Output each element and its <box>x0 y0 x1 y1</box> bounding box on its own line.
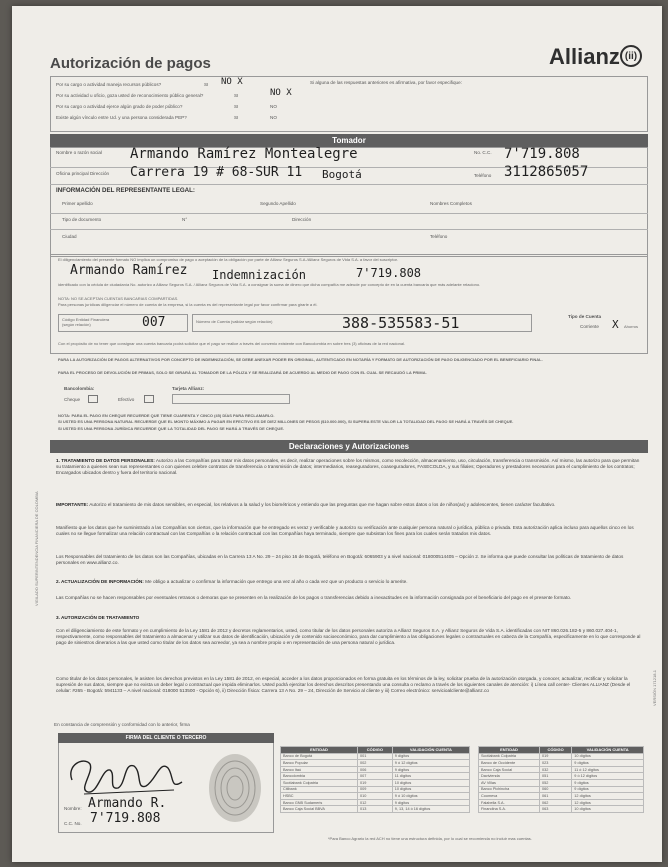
question-4-si[interactable]: SI <box>234 115 239 120</box>
allianz-card-field[interactable] <box>172 394 290 404</box>
code-cell: 063 <box>539 806 571 813</box>
signer-cc-label: C.C. No. <box>64 821 82 826</box>
code-cell: 051 <box>539 773 571 780</box>
city-value[interactable]: Bogotá <box>322 168 362 181</box>
declarations-bar: Declaraciones y Autorizaciones <box>50 440 648 453</box>
question-1-answer[interactable]: NO X <box>221 77 243 87</box>
authorization-text: identificado con la cédula de ciudadanía No. autorizo a Allianz Seguros S.A. / Allianz Seguros de Vida S.A. a consignar la suma de dinero que dicha compañía me adeude por concepto de en la cuenta bancaria que más adelante relaciono. <box>58 282 481 287</box>
question-1-si[interactable]: SI <box>204 82 209 87</box>
validation-cell: 9 dígitos <box>392 799 469 806</box>
declaration-7-heading <box>56 615 642 621</box>
entity-cell: AV Villas <box>479 779 540 786</box>
declaration-3: Manifiesto que los datos que he suministrado a las Compañías son ciertos, que la información que he entregado es veraz y verificable y autorizo su verificación ante cualquier persona natural o jurídica, pública o privada. Esta autorización aplica incluso para aquellos cinco en los cuales no se llegue formalizar una relación contractual con las Compañías o la relación contractual con las Compañías haya terminado, siempre que subsistan los fines para los cuales serán tratados mis datos. <box>56 525 634 537</box>
rep-heading: INFORMACIÓN DEL REPRESENTANTE LEGAL: <box>56 187 195 194</box>
address-value[interactable]: Carrera 19 # 68-SUR 11 <box>130 165 303 180</box>
second-surname-label: Segundo Apellido <box>260 201 296 206</box>
table-header-row <box>479 747 644 754</box>
entity-cell: Scotiabank Colpatria <box>479 753 540 760</box>
entity-cell: Coomeva <box>479 793 540 800</box>
brand-name: Allianz <box>549 44 620 69</box>
shared-accounts-warning: NOTA: NO SE ACEPTAN CUENTAS BANCARIAS COMPARTIDAS. <box>58 296 179 301</box>
code-header: CÓDIGO <box>357 747 392 754</box>
legal-account-warning: Para personas jurídicas diligenciar el número de cuenta de la empresa, si la cuenta es del representante legal por favor confirmar para girarle a él. <box>58 302 318 307</box>
id-value[interactable]: 7'719.808 <box>504 146 580 162</box>
signer-cc-value[interactable]: 7'719.808 <box>90 811 161 826</box>
form-title: Autorización de pagos <box>50 55 211 72</box>
signer-value[interactable]: Armando Ramírez <box>70 263 188 278</box>
auth-id-value[interactable]: 7'719.808 <box>356 266 422 280</box>
code-cell: 006 <box>357 766 392 773</box>
phone-value[interactable]: 3112865057 <box>504 164 589 180</box>
validation-cell: 12 dígitos <box>572 799 644 806</box>
table-row <box>281 793 470 800</box>
declaration-5 <box>56 579 642 585</box>
entity-cell: Scotiabank Colpatria <box>281 779 358 786</box>
footnote: *Para Banco Agrario la red ACH no tiene una estructura definida, por lo cual se recomienda no incluir mas cuentas. <box>328 836 532 841</box>
question-3-si[interactable]: SI <box>234 104 239 109</box>
code-cell: 013 <box>357 806 392 813</box>
code-cell: 061 <box>539 793 571 800</box>
code-cell: 010 <box>357 793 392 800</box>
name-label: Nombre o razón social <box>56 150 102 155</box>
version-side-note: VERSIÓN 171218-1 <box>652 669 657 706</box>
code-cell: 019 <box>357 779 392 786</box>
cheque-checkbox[interactable] <box>88 395 98 403</box>
table-row <box>281 799 470 806</box>
validation-cell: 9 dígitos <box>392 753 469 760</box>
question-1: Por su cargo o actividad maneja recursos públicos? <box>56 82 162 87</box>
declaration-7: Con el diligenciamiento de este formato y en cumplimiento de la Ley 1581 de 2012 y decretos reglamentarios, usted, como titular de los datos personales autoriza a Allianz Seguros S.A. y Allianz Seguros de Vida S.A. identificadas con NIT 860.026.182-5 y 860.027.404-1, respectivamente, como responsables del tratamiento a almacenar y utilizar sus datos de identificación, ubicación y de contenido socioeconómico, para dar cumplimiento a las obligaciones legales o contractuales en cabeza de la Compañía, especificamente en lo que corresponde al pago de siniestros dinerarios a las que usted como titular de los datos sea acreedor, ya sea a nombre propio o en representación de una persona natural o jurídica. <box>56 628 641 646</box>
declaration-6: Las Compañías no se hacen responsables por eventuales retrasos o demoras que se presenten en la realización de los pagos o transferencias debido a inexactitudes en la información consignada por el beneficiario del pago en el presente formato. <box>56 595 572 600</box>
entity-cell: Falabella S.A. <box>479 799 540 806</box>
bank-table-left <box>280 746 470 813</box>
validation-cell: 10 dígitos <box>392 779 469 786</box>
validation-cell: 10 dígitos <box>572 753 644 760</box>
table-row <box>281 786 470 793</box>
code-cell: 002 <box>357 760 392 767</box>
table-row <box>479 786 644 793</box>
phone-label: Teléfono <box>474 173 492 178</box>
validation-cell: 10 dígitos <box>392 786 469 793</box>
code-cell: 007 <box>357 773 392 780</box>
table-row <box>281 806 470 813</box>
bancolombia-label: Bancolombia: <box>64 386 95 391</box>
entity-cell: Banco de Bogotá <box>281 753 358 760</box>
entity-cell: Banco Itaú <box>281 766 358 773</box>
table-header-row <box>281 747 470 754</box>
question-3: Por su cargo o actividad ejerce algún grado de poder público? <box>56 104 183 109</box>
code-header: CÓDIGO <box>539 747 571 754</box>
divider <box>50 213 648 214</box>
bank-code-label: Código Entidad Financiera (según relación) <box>62 317 110 327</box>
validation-cell: 10 dígitos <box>572 806 644 813</box>
table-row <box>281 773 470 780</box>
doc-type-label: Tipo de documento <box>62 217 102 222</box>
declaration-2-heading: IMPORTANTE: <box>56 502 89 507</box>
doc-no-label: N° <box>182 217 188 222</box>
consent-text: En constancia de comprensión y conformidad con lo anterior, firma <box>54 722 190 727</box>
city-label: Ciudad <box>62 234 77 239</box>
table-row <box>479 799 644 806</box>
question-2: Por su actividad u oficio, goza usted de reconocimiento público general? <box>56 93 204 98</box>
divider <box>50 229 648 230</box>
table-row <box>281 760 470 767</box>
declaration-2 <box>56 502 642 508</box>
validation-header: VALIDACIÓN CUENTA <box>392 747 469 754</box>
bank-code-value[interactable]: 007 <box>142 315 166 330</box>
signature-header: FIRMA DEL CLIENTE O TERCERO <box>58 733 274 743</box>
alternative-payments-note: PARA LA AUTORIZACIÓN DE PAGOS ALTERNATIVOS POR CONCEPTO DE INDEMNIZACIÓN, SE DEBE ANEXAR PODER EN ORIGINAL, AUTENTICADO EN NOTARÍA Y FORMATO DE AUTORIZACIÓN DE PAGO DILIGENCIADO POR EL BENEFICIARIO FINAL. <box>58 357 543 362</box>
cash-label: Efectivo <box>118 397 135 402</box>
table-row <box>281 779 470 786</box>
savings-mark[interactable]: X <box>612 318 619 331</box>
declaration-1 <box>56 458 642 476</box>
fingerprint <box>206 751 264 825</box>
code-cell: 009 <box>357 786 392 793</box>
handwritten-signature <box>64 750 194 800</box>
validation-cell: 9, 13, 14 ó 16 dígitos <box>392 806 469 813</box>
code-cell: 023 <box>539 760 571 767</box>
signer-name-value[interactable]: Armando R. <box>88 796 167 811</box>
question-2-answer[interactable]: NO X <box>270 88 292 98</box>
table-row <box>479 773 644 780</box>
validation-cell: 9 ó 10 dígitos <box>392 793 469 800</box>
vigilado-side-note: VIGILADO SUPERINTENDENCIA FINANCIERA DE COLOMBIA <box>34 491 39 606</box>
declaration-1-heading: 1. TRATAMIENTO DE DATOS PERSONALES: <box>56 458 155 463</box>
cheque-note-3: SI USTED ES UNA PERSONA JURÍDICA RECUERDE QUE LA TOTALIDAD DEL PAGO SE HARÁ A TRAVÉS DE CHEQUE. <box>58 426 285 431</box>
code-cell: 062 <box>539 799 571 806</box>
cheque-label: Cheque <box>64 397 81 402</box>
table-row <box>479 766 644 773</box>
entity-cell: Bancolombia <box>281 773 358 780</box>
entity-cell: Banco Pichincha <box>479 786 540 793</box>
validation-cell: 12 dígitos <box>572 793 644 800</box>
address-label: Oficina principal Dirección <box>56 171 110 176</box>
code-cell: 001 <box>357 753 392 760</box>
question-4-answer[interactable]: NO <box>270 115 277 120</box>
brand-logo-icon: (ii) <box>620 45 642 67</box>
question-2-si[interactable]: SI <box>234 93 239 98</box>
validation-cell: 11 ó 12 dígitos <box>572 766 644 773</box>
declaration-4: Los Responsables del tratamiento de los datos son las Compañías, ubicadas en la Carrera 13 A No. 29 – 24 piso 16 de Bogotá, teléfono en Bogotá: 6065903 y a nivel nacional: 018000514405 – Opción 2. Se informa que puede consultar las políticas de tratamiento de datos personales en www.allianz.co. <box>56 554 624 566</box>
declaration-5-text: Me obligo a actualizar o confirmar la información que entrego una vez al año o cada vez que un producto o servicio lo amerite. <box>145 579 408 584</box>
code-cell: 032 <box>539 766 571 773</box>
entity-header: ENTIDAD <box>281 747 358 754</box>
rep-address-label: Dirección <box>292 217 312 222</box>
rep-phone-label: Teléfono <box>430 234 448 239</box>
entity-cell: HSBC <box>281 793 358 800</box>
cheque-note-1: NOTA: PARA EL PAGO EN CHEQUE RECUERDE QUE TIENE CUARENTA Y CINCO (45) DÍAS PARA RECLAMARLO. <box>58 413 275 418</box>
full-names-label: Nombres Completos <box>430 201 472 206</box>
code-cell: 052 <box>539 779 571 786</box>
validation-cell: 9 dígitos <box>392 766 469 773</box>
bank-table-right <box>478 746 644 813</box>
consign-note: Con el propósito de no tener que consignar una cuenta bancaria podrá solicitar que el pago se realice a través del convenio existente con Bancolombia en sobre tres (3) oficinas de la red nacional. <box>58 341 406 346</box>
account-number-value[interactable]: 388-535583-51 <box>342 314 460 332</box>
current-account-option[interactable]: Corriente <box>580 324 599 329</box>
declaration-8: Como titular de los datos personales, le asisten los derechos previstos en la Ley 1581 de 2012, en especial, acceder a los datos proporcionados en forma gratuita en los términos de la ley, solicitar prueba de la autorización otorgada, y conocer, actualizar, rectificar y solicitar la supresión de sus datos, siempre que no exista un deber legal o contractual que impida eliminarlos. Usted podrá ejercitar los derechos descritos presentando una consulta o reclamo a través de los siguientes canales de atención: i) Línea call center- Clientes ALLIANZ (Desde el celular: #265 - Bogotá: 5941133 – A nivel nacional: 018000 513500 - Opción 6), ii) Dirección física: Carrera 13 A No. 29 – 24, Dirección de Servicio al cliente y iii) Correo electrónico: servicioalcliente@allianz.co <box>56 676 631 694</box>
concept-value[interactable]: Indemnización <box>212 268 306 282</box>
premium-refund-note: PARA EL PROCESO DE DEVOLUCIÓN DE PRIMAS, SOLO SE GIRARÁ AL TOMADOR DE LA PÓLIZA Y SE REALIZARÁ DE ACUERDO AL MEDIO DE PAGO CON EL CUAL SE RECAUDÓ LA PRIMA. <box>58 370 427 375</box>
table-row <box>479 760 644 767</box>
entity-cell: Banco Caja Social BBVA <box>281 806 358 813</box>
entity-header: ENTIDAD <box>479 747 540 754</box>
code-cell: 060 <box>539 786 571 793</box>
question-3-answer[interactable]: NO <box>270 104 277 109</box>
declaration-5-heading: 2. ACTUALIZACIÓN DE INFORMACIÓN: <box>56 579 144 584</box>
code-cell: 012 <box>357 799 392 806</box>
tomador-bar: Tomador <box>50 134 648 147</box>
validation-header: VALIDACIÓN CUENTA <box>572 747 644 754</box>
divider <box>50 184 648 185</box>
table-row <box>479 779 644 786</box>
signer-name-label: Nombre: <box>64 806 82 811</box>
name-value[interactable]: Armando Ramírez Montealegre <box>130 146 358 162</box>
declaration-7-title: 3. AUTORIZACIÓN DE TRATAMIENTO <box>56 615 140 620</box>
question-note: Si alguna de las respuestas anteriores es afirmativa, por favor especifique: <box>310 80 462 85</box>
declaration-2-text: Autorizo el tratamiento de mis datos sensibles, en especial, los relativos a la salud y los biométricos y entiendo que las preguntas que me hagan sobre estos datos o los de niños(as) y adolescentes, tienen carácter facultativo. <box>89 502 556 507</box>
validation-cell: 9 dígitos <box>572 779 644 786</box>
validation-cell: 9 dígitos <box>572 760 644 767</box>
entity-cell: Banco Caja Social <box>479 766 540 773</box>
first-surname-label: Primer apellido <box>62 201 93 206</box>
table-row <box>479 793 644 800</box>
entity-cell: Banco de Occidente <box>479 760 540 767</box>
account-number-label: Número de Cuenta (validar según relación) <box>196 319 273 324</box>
code-cell: 019 <box>539 753 571 760</box>
table-row <box>479 753 644 760</box>
cash-checkbox[interactable] <box>144 395 154 403</box>
table-row <box>281 766 470 773</box>
entity-cell: Finandina S.A. <box>479 806 540 813</box>
entity-cell: Banco GNB Sudameris <box>281 799 358 806</box>
document-page <box>12 6 662 862</box>
question-4: Existe algún vínculo entre Ud. y una persona considerada PEP? <box>56 115 187 120</box>
authorization-intro: El diligenciamiento del presente formato NO implica un compromiso de pago o aceptación de la obligación por parte de Allianz Seguros S.A./Allianz Seguros de Vida S.A. a favor del suscriptor. <box>58 257 398 262</box>
id-label: No. C.C. <box>474 150 492 155</box>
entity-cell: Banco Popular <box>281 760 358 767</box>
table-row <box>479 806 644 813</box>
account-type-label: Tipo de Cuenta <box>568 314 602 319</box>
validation-cell: 9 ó 12 dígitos <box>392 760 469 767</box>
savings-account-option[interactable]: Ahorros <box>624 324 639 329</box>
table-row <box>281 753 470 760</box>
declaration-1-text: Autorizo a las Compañías para tratar mis datos personales, es decir, realizar operaciones sobre los mismos, como recolección, almacenamiento, uso, circulación, transferencia o transmisión. Así mismo, las autorizo para que permitan su tratamiento a quienes sean sus representantes o con quienes celebre contratos de transferencia o transmisión de datos; intermediarios, reaseguradores, coaseguradores, FASECOLDA, y sus filiales; Operadores y prestadores necesarios para el cumplimiento de los contratos; Encargados ubicados dentro y fuera del territorio nacional. <box>56 458 640 476</box>
entity-cell: Citibank <box>281 786 358 793</box>
allianz-card-label: Tarjeta Allianz: <box>172 386 205 391</box>
validation-cell: 11 dígitos <box>392 773 469 780</box>
cheque-note-2: SI USTED ES UNA PERSONA NATURAL RECUERDE QUE EL MONTO MÁXIMO A PAGAR EN EFECTIVO ES DE DIEZ MILLONES DE PESOS ($10.000.000), SI SUPERA ESTE VALOR LA TOTALIDAD DEL PAGO SE HARÁ A TRAVÉS DE CHEQUE. <box>58 419 514 424</box>
validation-cell: 9 dígitos <box>572 786 644 793</box>
validation-cell: 9 ó 12 dígitos <box>572 773 644 780</box>
entity-cell: Davivienda <box>479 773 540 780</box>
